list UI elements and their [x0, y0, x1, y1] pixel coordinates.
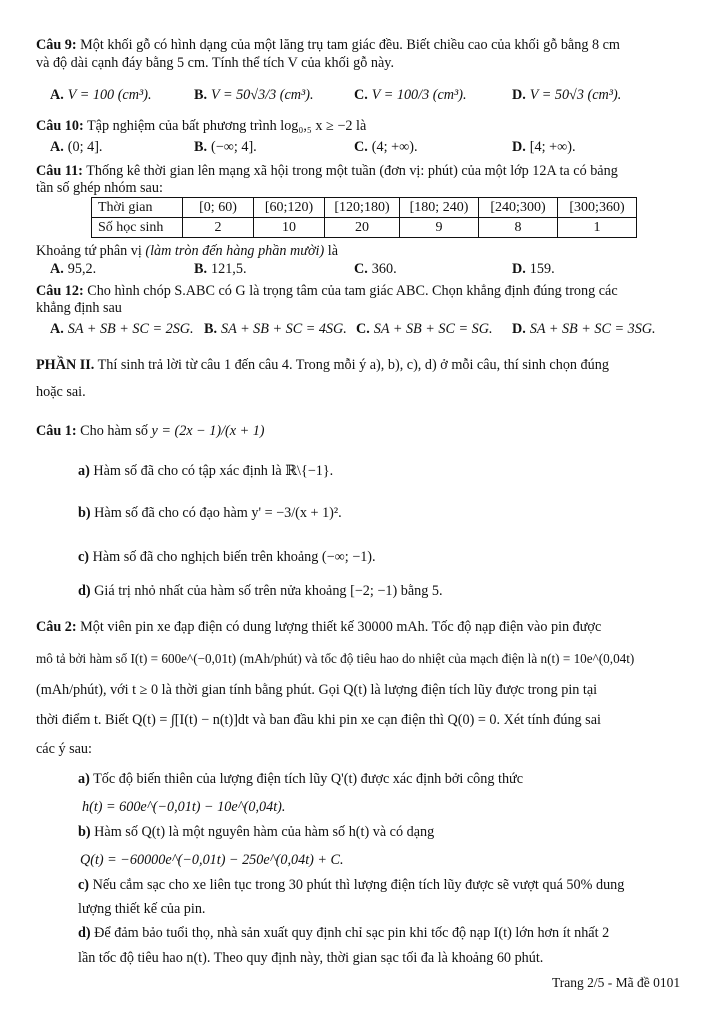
q12-option-d: D. SA + SB + SC = 3SG.: [512, 321, 656, 337]
q9-text-line2: và độ dài cạnh đáy bằng 5 cm. Tính thể tích V của khối gỗ này.: [36, 55, 395, 71]
p2q2-item-b-formula: Q(t) = −60000e^(−0,01t) − 250e^(0,04t) + C.: [80, 852, 344, 868]
table-cell: 9: [400, 218, 479, 238]
q12-option-a: A. SA + SB + SC = 2SG.: [50, 321, 194, 337]
p2q2-item-c-line1: c) Nếu cắm sạc cho xe liên tục trong 30 phút thì lượng điện tích lũy được sẽ vượt quá 50% dung: [78, 877, 625, 893]
p2q1-function: y = (2x − 1)/(x + 1): [151, 423, 265, 439]
q9-label: Câu 9:: [36, 37, 77, 53]
q12-line1: [36, 282, 618, 300]
q12-text-line1: Cho hình chóp S.ABC có G là trọng tâm của tam giác ABC. Chọn khẳng định đúng trong các: [87, 283, 618, 299]
q12-label: Câu 12:: [36, 283, 84, 299]
table-cell: 20: [325, 218, 400, 238]
table-cell: [300;360): [558, 198, 637, 218]
part2-title: PHẦN II.: [36, 357, 95, 373]
p2q1-line: [36, 422, 265, 440]
p2q2-line4: thời điểm t. Biết Q(t) = ∫[I(t) − n(t)]dt và ban đầu khi pin xe cạn điện thì Q(0) = 0. Xét tính đúng sai: [36, 712, 601, 728]
part2-line1: [36, 356, 609, 374]
q9-option-d: D. V = 50√3 (cm³).: [512, 87, 622, 103]
table-row: [92, 198, 637, 218]
q11-option-a: A. 95,2.: [50, 261, 97, 277]
q10-text: Tập nghiệm của bất phương trình log₀,₅ x ≥ −2 là: [87, 118, 367, 134]
p2q1-item-b: b) Hàm số đã cho có đạo hàm y' = −3/(x + 1)².: [78, 505, 342, 521]
q11-label: Câu 11:: [36, 163, 83, 179]
table-cell: 2: [183, 218, 254, 238]
table-header-time: Thời gian: [92, 198, 183, 218]
p2q1-label: Câu 1:: [36, 423, 77, 439]
q9-line1: [36, 36, 620, 54]
p2q2-line2: mô tả bởi hàm số I(t) = 600e^(−0,01t) (mAh/phút) và tốc độ tiêu hao do nhiệt của mạch điện là n(t) = 10e^(0,04t): [36, 651, 635, 666]
q10-line: [36, 117, 366, 135]
q11-text-line2: tần số ghép nhóm sau:: [36, 180, 163, 196]
table-cell: [120;180): [325, 198, 400, 218]
p2q2-label: Câu 2:: [36, 619, 77, 635]
page-footer: Trang 2/5 - Mã đề 0101: [552, 975, 681, 990]
p2q2-item-a: a) Tốc độ biến thiên của lượng điện tích lũy Q'(t) được xác định bởi công thức: [78, 771, 524, 787]
p2q2-line5: các ý sau:: [36, 741, 92, 757]
p2q1-text: Cho hàm số: [80, 423, 148, 439]
q9-option-b: B. V = 50√3/3 (cm³).: [194, 87, 314, 103]
q10-option-c: C. (4; +∞).: [354, 139, 418, 155]
q9-option-c: C. V = 100/3 (cm³).: [354, 87, 467, 103]
p2q1-item-c: c) Hàm số đã cho nghịch biến trên khoảng (−∞; −1).: [78, 549, 376, 565]
q12-option-b: B. SA + SB + SC = 4SG.: [204, 321, 347, 337]
p2q2-item-c-line2: lượng thiết kế của pin.: [78, 901, 206, 917]
p2q2-item-a-formula: h(t) = 600e^(−0,01t) − 10e^(0,04t).: [82, 799, 286, 815]
p2q2-item-d-line1: d) Để đảm bảo tuổi thọ, nhà sản xuất quy định chỉ sạc pin khi tốc độ nạp I(t) lớn hơn ít nhất 2: [78, 925, 610, 941]
table-header-students: Số học sinh: [92, 218, 183, 238]
p2q1-item-d: d) Giá trị nhỏ nhất của hàm số trên nửa khoảng [−2; −1) bằng 5.: [78, 583, 443, 599]
frequency-table: [91, 197, 637, 238]
table-cell: 8: [479, 218, 558, 238]
table-cell: 1: [558, 218, 637, 238]
q12-text-line2: khẳng định sau: [36, 300, 122, 316]
q11-question: Khoảng tứ phân vị (làm tròn đến hàng phần mười) là: [36, 243, 339, 259]
q10-label: Câu 10:: [36, 118, 84, 134]
part2-text-line2: hoặc sai.: [36, 384, 86, 400]
q11-option-d: D. 159.: [512, 261, 555, 277]
table-cell: 10: [254, 218, 325, 238]
q11-line1: [36, 162, 618, 180]
q9-option-a: A. V = 100 (cm³).: [50, 87, 152, 103]
p2q2-item-b: b) Hàm số Q(t) là một nguyên hàm của hàm số h(t) và có dạng: [78, 824, 435, 840]
table-cell: [0; 60): [183, 198, 254, 218]
p2q2-line3: (mAh/phút), với t ≥ 0 là thời gian tính bằng phút. Gọi Q(t) là lượng điện tích lũy được trong pin tại: [36, 682, 598, 698]
q11-text-line1: Thống kê thời gian lên mạng xã hội trong một tuần (đơn vị: phút) của một lớp 12A ta có bảng: [86, 163, 618, 179]
q10-option-a: A. (0; 4].: [50, 139, 103, 155]
q10-option-d: D. [4; +∞).: [512, 139, 576, 155]
q12-option-c: C. SA + SB + SC = SG.: [356, 321, 493, 337]
q11-option-c: C. 360.: [354, 261, 397, 277]
table-cell: [180; 240): [400, 198, 479, 218]
part2-text-line1: Thí sinh trả lời từ câu 1 đến câu 4. Trong mỗi ý a), b), c), d) ở mỗi câu, thí sinh chọn đúng: [97, 357, 609, 373]
table-cell: [240;300): [479, 198, 558, 218]
q9-text-line1: Một khối gỗ có hình dạng của một lăng trụ tam giác đều. Biết chiều cao của khối gỗ bằng 8 cm: [80, 37, 620, 53]
p2q2-line1: Câu 2: Một viên pin xe đạp điện có dung lượng thiết kế 30000 mAh. Tốc độ nạp điện vào pin được: [36, 619, 602, 635]
table-row: [92, 218, 637, 238]
p2q2-item-d-line2: lần tốc độ tiêu hao n(t). Theo quy định này, thời gian sạc tối đa là khoảng 60 phút.: [78, 950, 544, 966]
q10-option-b: B. (−∞; 4].: [194, 139, 257, 155]
q11-option-b: B. 121,5.: [194, 261, 247, 277]
p2q1-item-a: a) Hàm số đã cho có tập xác định là ℝ\{−1}.: [78, 463, 334, 479]
table-cell: [60;120): [254, 198, 325, 218]
